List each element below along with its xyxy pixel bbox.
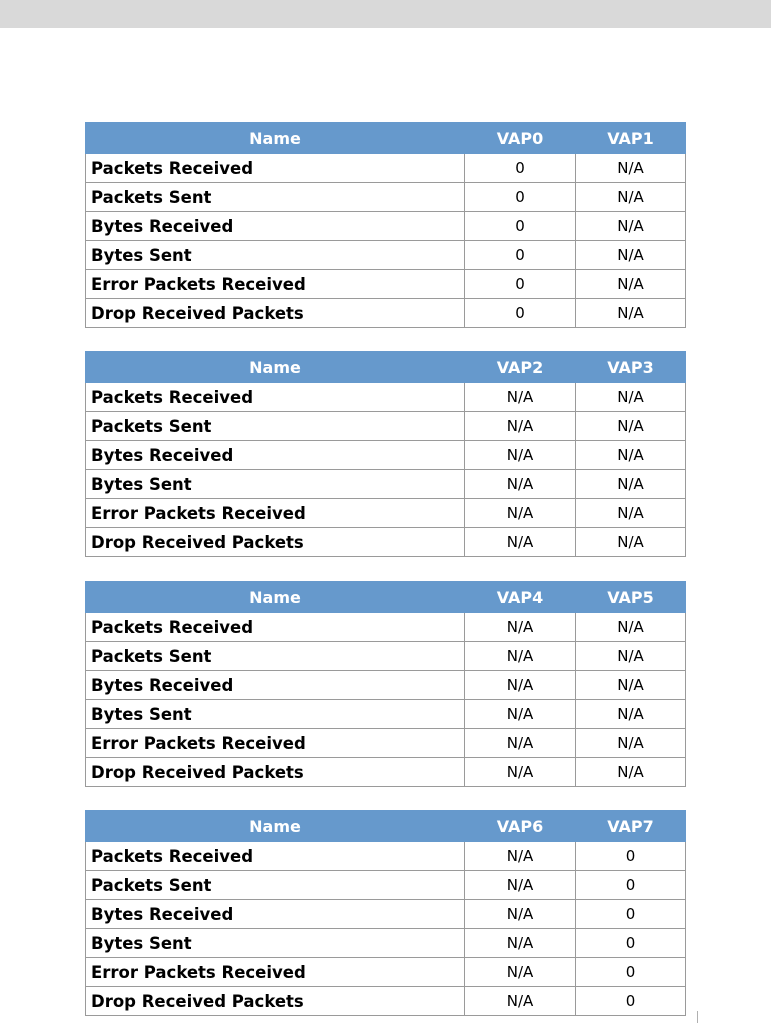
row-label: Drop Received Packets bbox=[86, 528, 465, 557]
vap4-value: N/A bbox=[465, 613, 576, 642]
column-header-vap5: VAP5 bbox=[576, 582, 686, 613]
row-label: Bytes Sent bbox=[86, 700, 465, 729]
table-header-row bbox=[86, 352, 686, 383]
table-row bbox=[86, 470, 686, 499]
table-row bbox=[86, 958, 686, 987]
vap1-value: N/A bbox=[576, 270, 686, 299]
vap2-value: N/A bbox=[465, 499, 576, 528]
row-label: Bytes Sent bbox=[86, 470, 465, 499]
vap4-value: N/A bbox=[465, 729, 576, 758]
vap4-vap5-stats-table bbox=[85, 581, 686, 787]
row-label: Drop Received Packets bbox=[86, 758, 465, 787]
row-label: Packets Received bbox=[86, 154, 465, 183]
table-row bbox=[86, 842, 686, 871]
table-row bbox=[86, 241, 686, 270]
row-label: Packets Sent bbox=[86, 183, 465, 212]
column-header-vap0: VAP0 bbox=[465, 123, 576, 154]
vap0-value: 0 bbox=[465, 299, 576, 328]
column-header-vap1: VAP1 bbox=[576, 123, 686, 154]
vap4-value: N/A bbox=[465, 758, 576, 787]
vap4-value: N/A bbox=[465, 642, 576, 671]
vap1-value: N/A bbox=[576, 212, 686, 241]
table-row bbox=[86, 929, 686, 958]
column-header-name: Name bbox=[86, 123, 465, 154]
table-row bbox=[86, 441, 686, 470]
vap6-vap7-stats-table bbox=[85, 810, 686, 1016]
vap6-value: N/A bbox=[465, 871, 576, 900]
table-row bbox=[86, 613, 686, 642]
row-label: Error Packets Received bbox=[86, 499, 465, 528]
top-bar bbox=[0, 0, 771, 28]
table-row bbox=[86, 299, 686, 328]
table-row bbox=[86, 987, 686, 1016]
row-label: Packets Sent bbox=[86, 642, 465, 671]
table-row bbox=[86, 528, 686, 557]
vap5-value: N/A bbox=[576, 613, 686, 642]
row-label: Bytes Received bbox=[86, 900, 465, 929]
vap7-value: 0 bbox=[576, 871, 686, 900]
table-row bbox=[86, 270, 686, 299]
table-row bbox=[86, 700, 686, 729]
vap2-vap3-stats-table bbox=[85, 351, 686, 557]
vap2-value: N/A bbox=[465, 412, 576, 441]
table-row bbox=[86, 212, 686, 241]
column-header-name: Name bbox=[86, 352, 465, 383]
table-row bbox=[86, 729, 686, 758]
vap7-value: 0 bbox=[576, 958, 686, 987]
column-header-vap2: VAP2 bbox=[465, 352, 576, 383]
vap0-value: 0 bbox=[465, 154, 576, 183]
table-header-row bbox=[86, 811, 686, 842]
vap0-value: 0 bbox=[465, 183, 576, 212]
column-header-vap3: VAP3 bbox=[576, 352, 686, 383]
vap2-value: N/A bbox=[465, 528, 576, 557]
column-header-vap6: VAP6 bbox=[465, 811, 576, 842]
vap3-value: N/A bbox=[576, 470, 686, 499]
vap2-value: N/A bbox=[465, 383, 576, 412]
vap3-value: N/A bbox=[576, 383, 686, 412]
vap3-value: N/A bbox=[576, 412, 686, 441]
column-header-name: Name bbox=[86, 582, 465, 613]
table-row bbox=[86, 183, 686, 212]
row-label: Bytes Sent bbox=[86, 241, 465, 270]
table-row bbox=[86, 671, 686, 700]
row-label: Bytes Received bbox=[86, 441, 465, 470]
vap0-value: 0 bbox=[465, 212, 576, 241]
table-row bbox=[86, 900, 686, 929]
row-label: Packets Sent bbox=[86, 871, 465, 900]
vap1-value: N/A bbox=[576, 241, 686, 270]
row-label: Drop Received Packets bbox=[86, 299, 465, 328]
row-label: Error Packets Received bbox=[86, 958, 465, 987]
vap6-value: N/A bbox=[465, 929, 576, 958]
vap3-value: N/A bbox=[576, 528, 686, 557]
table-row bbox=[86, 383, 686, 412]
vap1-value: N/A bbox=[576, 299, 686, 328]
vap5-value: N/A bbox=[576, 700, 686, 729]
row-label: Bytes Sent bbox=[86, 929, 465, 958]
column-header-name: Name bbox=[86, 811, 465, 842]
vap7-value: 0 bbox=[576, 987, 686, 1016]
vap7-value: 0 bbox=[576, 842, 686, 871]
table-row bbox=[86, 871, 686, 900]
vap0-value: 0 bbox=[465, 270, 576, 299]
row-label: Drop Received Packets bbox=[86, 987, 465, 1016]
page-edge-mark bbox=[697, 1011, 698, 1023]
vap7-value: 0 bbox=[576, 900, 686, 929]
row-label: Packets Received bbox=[86, 383, 465, 412]
vap4-value: N/A bbox=[465, 671, 576, 700]
column-header-vap7: VAP7 bbox=[576, 811, 686, 842]
row-label: Bytes Received bbox=[86, 212, 465, 241]
vap0-value: 0 bbox=[465, 241, 576, 270]
table-header-row bbox=[86, 582, 686, 613]
vap2-value: N/A bbox=[465, 441, 576, 470]
table-header-row bbox=[86, 123, 686, 154]
vap1-value: N/A bbox=[576, 154, 686, 183]
vap5-value: N/A bbox=[576, 642, 686, 671]
vap6-value: N/A bbox=[465, 842, 576, 871]
row-label: Packets Received bbox=[86, 842, 465, 871]
vap5-value: N/A bbox=[576, 671, 686, 700]
row-label: Error Packets Received bbox=[86, 270, 465, 299]
table-row bbox=[86, 154, 686, 183]
vap6-value: N/A bbox=[465, 958, 576, 987]
vap7-value: 0 bbox=[576, 929, 686, 958]
vap5-value: N/A bbox=[576, 758, 686, 787]
vap6-value: N/A bbox=[465, 987, 576, 1016]
row-label: Error Packets Received bbox=[86, 729, 465, 758]
vap4-value: N/A bbox=[465, 700, 576, 729]
column-header-vap4: VAP4 bbox=[465, 582, 576, 613]
vap5-value: N/A bbox=[576, 729, 686, 758]
row-label: Bytes Received bbox=[86, 671, 465, 700]
vap1-value: N/A bbox=[576, 183, 686, 212]
table-row bbox=[86, 499, 686, 528]
row-label: Packets Sent bbox=[86, 412, 465, 441]
table-row bbox=[86, 412, 686, 441]
row-label: Packets Received bbox=[86, 613, 465, 642]
vap6-value: N/A bbox=[465, 900, 576, 929]
vap0-vap1-stats-table bbox=[85, 122, 686, 328]
vap3-value: N/A bbox=[576, 499, 686, 528]
table-row bbox=[86, 758, 686, 787]
vap2-value: N/A bbox=[465, 470, 576, 499]
vap3-value: N/A bbox=[576, 441, 686, 470]
table-row bbox=[86, 642, 686, 671]
